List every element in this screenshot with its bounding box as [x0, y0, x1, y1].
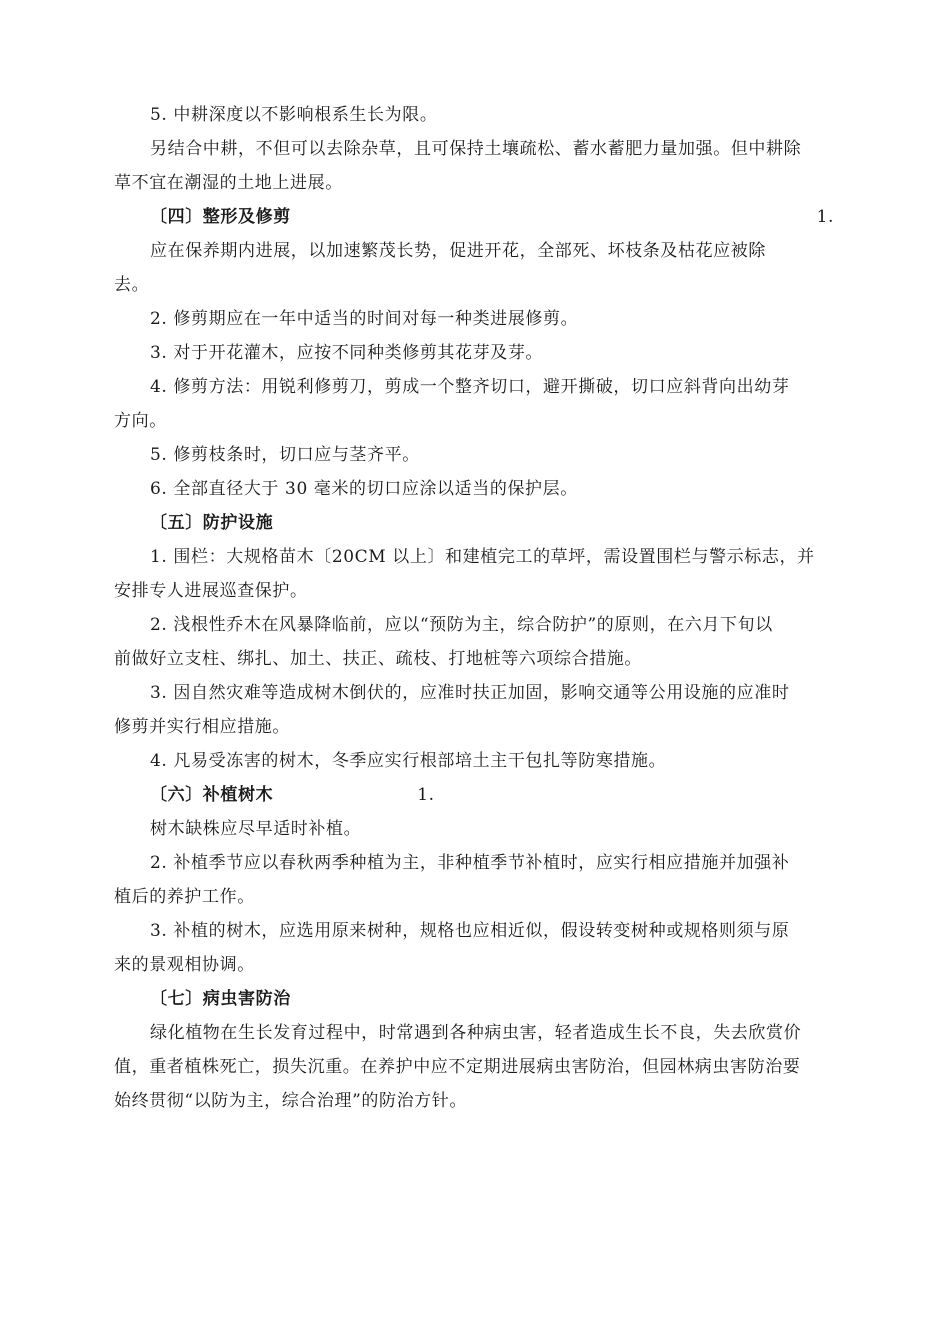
- paragraph-replanting-species-line2: 来的景观相协调。: [114, 955, 255, 975]
- paragraph-pruning-period: 2. 修剪期应在一年中适当的时间对每一种类进展修剪。: [150, 309, 579, 329]
- paragraph-replanting-missing: 树木缺株应尽早适时补植。: [150, 819, 362, 839]
- paragraph-pruning-branches: 5. 修剪枝条时，切口应与茎齐平。: [150, 445, 420, 465]
- paragraph-replanting-season-line2: 植后的养护工作。: [114, 887, 255, 907]
- paragraph-replanting-season-line1: 2. 补植季节应以春秋两季种植为主，非种植季节补植时，应实行相应措施并加强补: [150, 853, 790, 873]
- section-heading-pest-control: [114, 982, 862, 1016]
- section-heading-replanting: [114, 778, 862, 812]
- paragraph-pruning-method-line1: 4. 修剪方法：用锐利修剪刀，剪成一个整齐切口，避开撕破，切口应斜背向出幼芽: [150, 377, 790, 397]
- paragraph-protection-storm-line1: 2. 浅根性乔木在风暴降临前，应以“预防为主，综合防护”的原则，在六月下旬以: [150, 615, 773, 635]
- section-heading-pruning-number: 1.: [816, 207, 834, 227]
- paragraph-protection-fence-line1: 1. 围栏：大规格苗木〔20CM 以上〕和建植完工的草坪，需设置围栏与警示标志，并: [150, 547, 815, 567]
- paragraph-pest-control-line3: 始终贯彻“以防为主，综合治理”的防治方针。: [114, 1091, 467, 1111]
- section-heading-pruning-title: 〔四〕整形及修剪: [150, 207, 291, 227]
- paragraph-protection-disaster-line2: 修剪并实行相应措施。: [114, 717, 290, 737]
- paragraph-protection-disaster-line1: 3. 因自然灾难等造成树木倒伏的，应准时扶正加固，影响交通等公用设施的应准时: [150, 683, 790, 703]
- paragraph-replanting-species-line1: 3. 补植的树木，应选用原来树种，规格也应相近似，假设转变树种或规格则须与原: [150, 921, 790, 941]
- paragraph-pruning-shrubs: 3. 对于开花灌木，应按不同种类修剪其花芽及芽。: [150, 343, 544, 363]
- paragraph-pruning-protective-layer: 6. 全部直径大于 30 毫米的切口应涂以适当的保护层。: [150, 479, 578, 499]
- section-heading-pruning: [114, 200, 862, 234]
- section-heading-protection-title: 〔五〕防护设施: [150, 513, 274, 533]
- paragraph-protection-storm-line2: 前做好立支柱、绑扎、加土、扶正、疏枝、打地桩等六项综合措施。: [114, 649, 642, 669]
- section-heading-replanting-number: 1.: [417, 785, 435, 805]
- paragraph-pest-control-line1: 绿化植物在生长发育过程中，时常遇到各种病虫害，轻者造成生长不良，失去欣赏价: [150, 1023, 802, 1043]
- paragraph-cultivation-weeding-line1: 另结合中耕，不但可以去除杂草，且可保持土壤疏松、蓄水蓄肥力量加强。但中耕除: [150, 139, 802, 159]
- paragraph-pruning-method-line2: 方向。: [114, 411, 167, 431]
- section-heading-pest-control-title: 〔七〕病虫害防治: [150, 989, 291, 1009]
- paragraph-protection-fence-line2: 安排专人进展巡查保护。: [114, 581, 308, 601]
- document-body: [114, 98, 862, 1118]
- section-heading-replanting-title: 〔六〕补植树木: [150, 785, 274, 805]
- paragraph-cultivation-depth: 5. 中耕深度以不影响根系生长为限。: [150, 105, 438, 125]
- paragraph-pruning-intro-line2: 去。: [114, 275, 150, 295]
- paragraph-pruning-intro-line1: 应在保养期内进展，以加速繁茂长势，促进开花，全部死、坏枝条及枯花应被除: [150, 241, 766, 261]
- paragraph-cultivation-weeding-line2: 草不宜在潮湿的土地上进展。: [114, 173, 343, 193]
- paragraph-protection-frost: 4. 凡易受冻害的树木，冬季应实行根部培土主干包扎等防寒措施。: [150, 751, 667, 771]
- section-heading-protection: [114, 506, 862, 540]
- paragraph-pest-control-line2: 值，重者植株死亡，损失沉重。在养护中应不定期进展病虫害防治，但园林病虫害防治要: [114, 1057, 801, 1077]
